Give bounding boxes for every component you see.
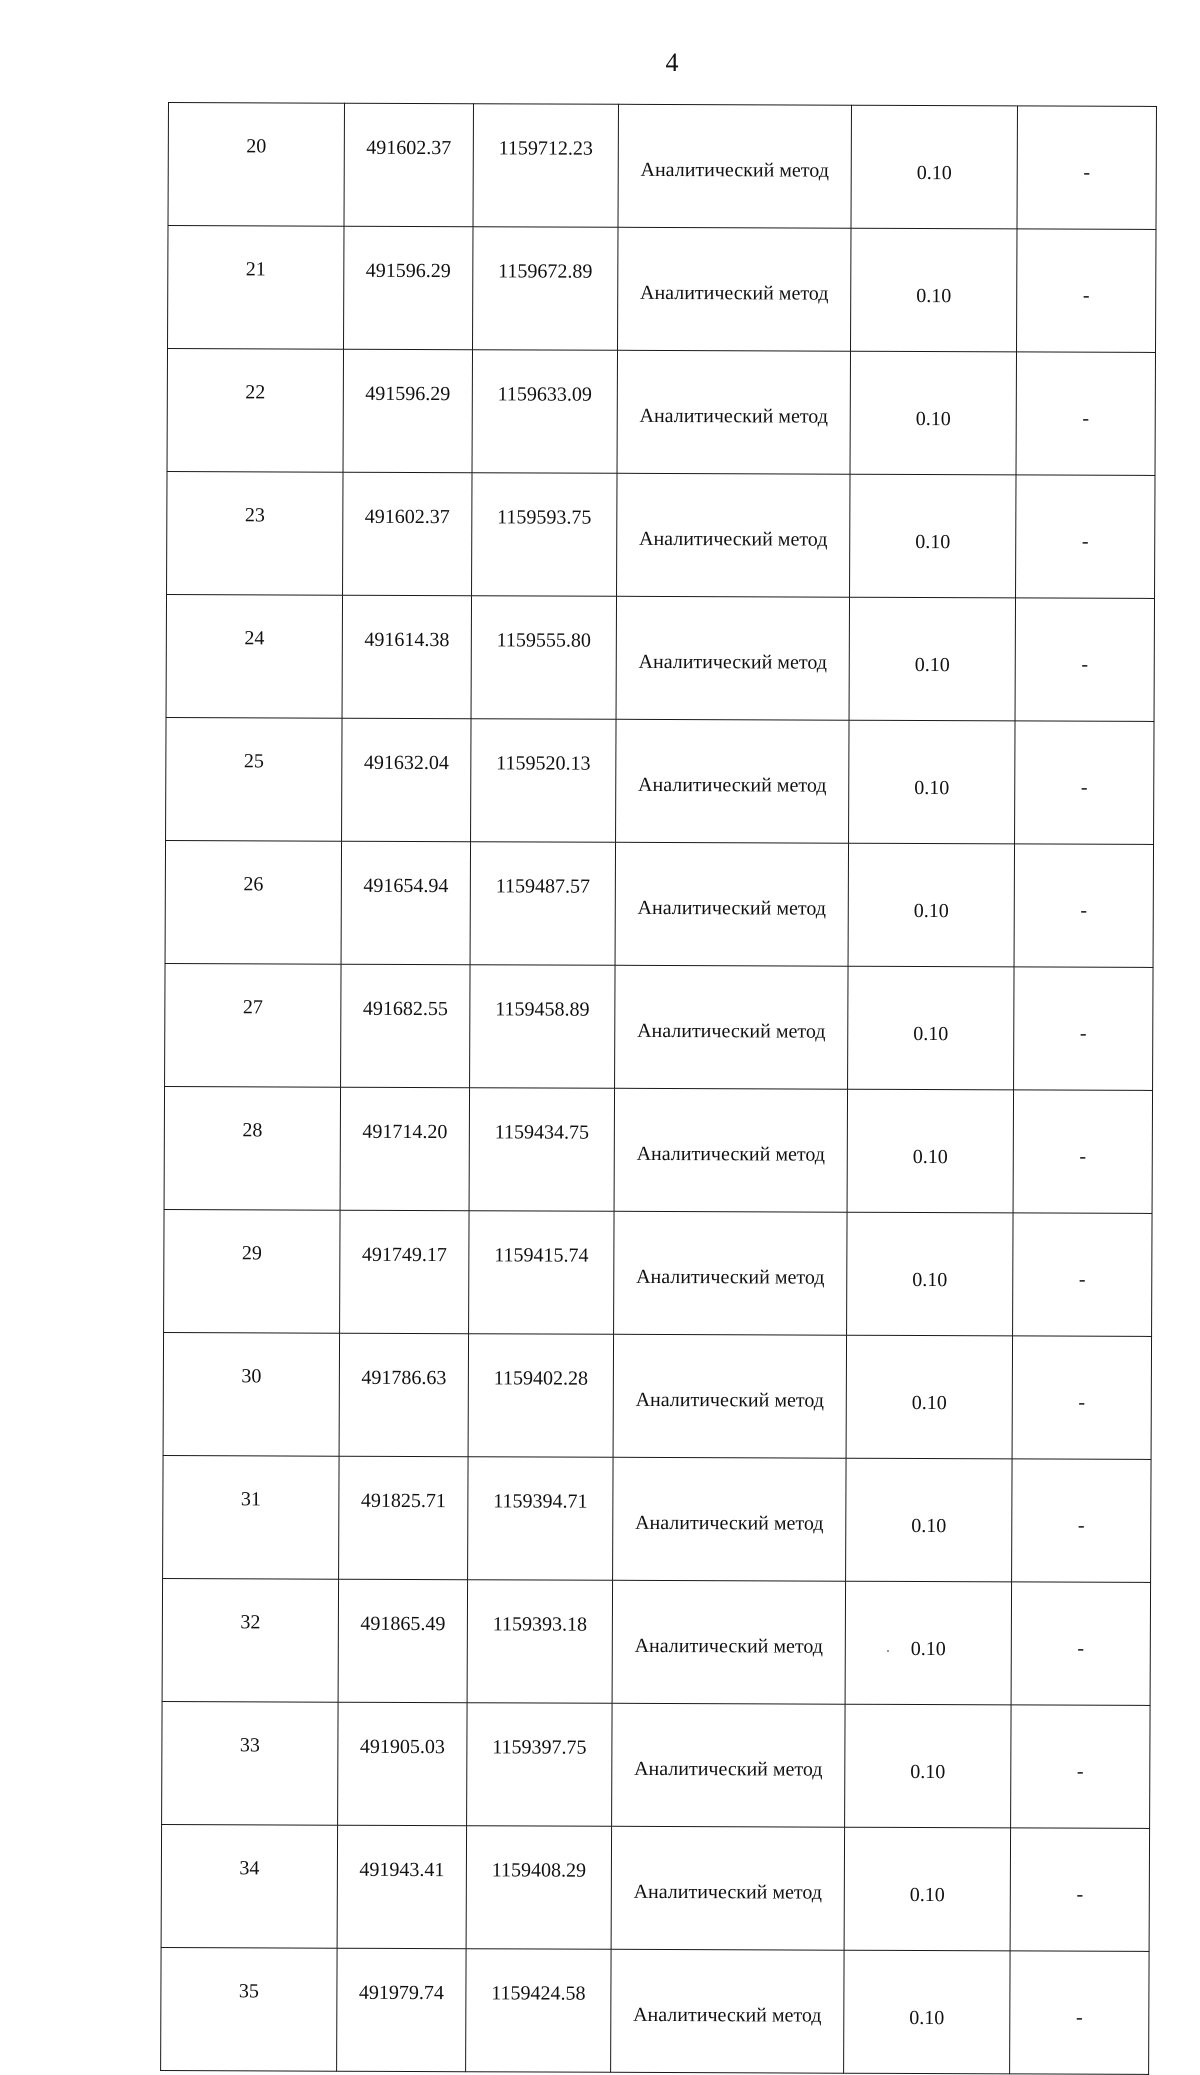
table-row (165, 840, 1153, 967)
precision-cell: 0.10 (845, 1704, 1011, 1828)
note-cell: - (1013, 1213, 1152, 1337)
note-cell: - (1012, 1336, 1151, 1460)
point-number-cell: 22 (167, 349, 343, 473)
method-cell: Аналитический метод (616, 596, 849, 720)
point-number-cell: 24 (166, 594, 342, 718)
precision-cell: 0.10 (849, 597, 1015, 721)
y-coordinate-cell: 1159394.71 (468, 1457, 613, 1581)
method-cell: Аналитический метод (615, 842, 848, 966)
coordinates-table-container (160, 102, 1157, 2075)
scan-speck (887, 1650, 889, 1652)
y-coordinate-cell: 1159672.89 (473, 227, 618, 351)
method-cell: Аналитический метод (613, 1457, 846, 1581)
point-number-cell: 34 (161, 1824, 337, 1948)
note-cell: - (1017, 106, 1156, 230)
table-row (165, 963, 1153, 1090)
method-cell: Аналитический метод (614, 1088, 847, 1212)
precision-cell: 0.10 (851, 105, 1017, 229)
precision-cell: 0.10 (847, 1089, 1013, 1213)
table-body (161, 103, 1157, 2075)
point-number-cell: 21 (168, 226, 344, 350)
method-cell: Аналитический метод (617, 473, 850, 597)
x-coordinate-cell: 491825.71 (339, 1456, 468, 1580)
precision-cell: 0.10 (849, 720, 1015, 844)
precision-cell: 0.10 (846, 1335, 1012, 1459)
method-cell: Аналитический метод (618, 227, 851, 351)
page-number-text: 4 (665, 48, 679, 77)
page-number (0, 48, 1200, 78)
point-number-cell: 20 (168, 103, 344, 227)
table-row (164, 1086, 1152, 1213)
x-coordinate-cell: 491614.38 (342, 595, 471, 719)
point-number-cell: 25 (166, 717, 342, 841)
point-number-cell: 28 (164, 1086, 340, 1210)
point-number-cell: 30 (163, 1332, 339, 1456)
coordinates-table (160, 102, 1157, 2075)
table-row (167, 349, 1155, 476)
table-row (166, 594, 1154, 721)
y-coordinate-cell: 1159593.75 (472, 473, 617, 597)
precision-cell: 0.10 (847, 1212, 1013, 1336)
x-coordinate-cell: 491602.37 (343, 472, 472, 596)
table-row (161, 1947, 1149, 2074)
x-coordinate-cell: 491602.37 (344, 103, 473, 227)
x-coordinate-cell: 491714.20 (340, 1087, 469, 1211)
precision-cell: 0.10 (846, 1458, 1012, 1582)
table-row (167, 471, 1155, 598)
method-cell: Аналитический метод (616, 719, 849, 843)
y-coordinate-cell: 1159424.58 (466, 1949, 611, 2073)
point-number-cell: 32 (162, 1578, 338, 1702)
method-cell: Аналитический метод (618, 104, 851, 228)
x-coordinate-cell: 491596.29 (343, 349, 472, 473)
x-coordinate-cell: 491682.55 (341, 964, 470, 1088)
precision-cell: 0.10 (850, 351, 1016, 475)
table-row (162, 1701, 1150, 1828)
table-row (163, 1455, 1151, 1582)
method-cell: Аналитический метод (612, 1703, 845, 1827)
note-cell: - (1010, 1951, 1149, 2075)
method-cell: Аналитический метод (617, 350, 850, 474)
x-coordinate-cell: 491749.17 (340, 1210, 469, 1334)
note-cell: - (1010, 1828, 1149, 1952)
y-coordinate-cell: 1159633.09 (472, 350, 617, 474)
note-cell: - (1013, 1090, 1152, 1214)
method-cell: Аналитический метод (611, 1949, 844, 2073)
x-coordinate-cell: 491943.41 (337, 1825, 466, 1949)
y-coordinate-cell: 1159487.57 (470, 842, 615, 966)
precision-cell: 0.10 (848, 966, 1014, 1090)
precision-cell: 0.10 (844, 1827, 1010, 1951)
y-coordinate-cell: 1159402.28 (468, 1334, 613, 1458)
precision-cell: 0.10 (851, 228, 1017, 352)
y-coordinate-cell: 1159434.75 (469, 1088, 614, 1212)
precision-cell: 0.10 (848, 843, 1014, 967)
note-cell: - (1014, 967, 1153, 1091)
y-coordinate-cell: 1159458.89 (470, 965, 615, 1089)
method-cell: Аналитический метод (611, 1826, 844, 1950)
x-coordinate-cell: 491596.29 (344, 226, 473, 350)
point-number-cell: 26 (165, 840, 341, 964)
note-cell: - (1017, 229, 1156, 353)
y-coordinate-cell: 1159393.18 (467, 1580, 612, 1704)
point-number-cell: 31 (163, 1455, 339, 1579)
x-coordinate-cell: 491979.74 (337, 1948, 466, 2072)
y-coordinate-cell: 1159415.74 (469, 1211, 614, 1335)
y-coordinate-cell: 1159712.23 (473, 104, 618, 228)
table-row (161, 1824, 1149, 1951)
note-cell: - (1012, 1459, 1151, 1583)
x-coordinate-cell: 491865.49 (338, 1579, 467, 1703)
precision-cell: 0.10 (844, 1950, 1010, 2074)
x-coordinate-cell: 491654.94 (341, 841, 470, 965)
precision-cell: 0.10 (850, 474, 1016, 598)
table-row (168, 103, 1156, 230)
method-cell: Аналитический метод (615, 965, 848, 1089)
note-cell: - (1014, 844, 1153, 968)
note-cell: - (1016, 352, 1155, 476)
point-number-cell: 29 (164, 1209, 340, 1333)
point-number-cell: 35 (161, 1947, 337, 2071)
precision-cell: 0.10 (845, 1581, 1011, 1705)
note-cell: - (1011, 1705, 1150, 1829)
x-coordinate-cell: 491632.04 (342, 718, 471, 842)
table-row (164, 1209, 1152, 1336)
table-row (162, 1578, 1150, 1705)
note-cell: - (1011, 1582, 1150, 1706)
table-row (166, 717, 1154, 844)
method-cell: Аналитический метод (613, 1334, 846, 1458)
point-number-cell: 33 (162, 1701, 338, 1825)
y-coordinate-cell: 1159555.80 (471, 596, 616, 720)
method-cell: Аналитический метод (612, 1580, 845, 1704)
point-number-cell: 23 (167, 471, 343, 595)
note-cell: - (1015, 721, 1154, 845)
method-cell: Аналитический метод (614, 1211, 847, 1335)
point-number-cell: 27 (165, 963, 341, 1087)
table-row (168, 226, 1156, 353)
x-coordinate-cell: 491905.03 (338, 1702, 467, 1826)
note-cell: - (1015, 598, 1154, 722)
y-coordinate-cell: 1159408.29 (466, 1826, 611, 1950)
y-coordinate-cell: 1159520.13 (471, 719, 616, 843)
note-cell: - (1016, 475, 1155, 599)
x-coordinate-cell: 491786.63 (339, 1333, 468, 1457)
table-row (163, 1332, 1151, 1459)
y-coordinate-cell: 1159397.75 (467, 1703, 612, 1827)
